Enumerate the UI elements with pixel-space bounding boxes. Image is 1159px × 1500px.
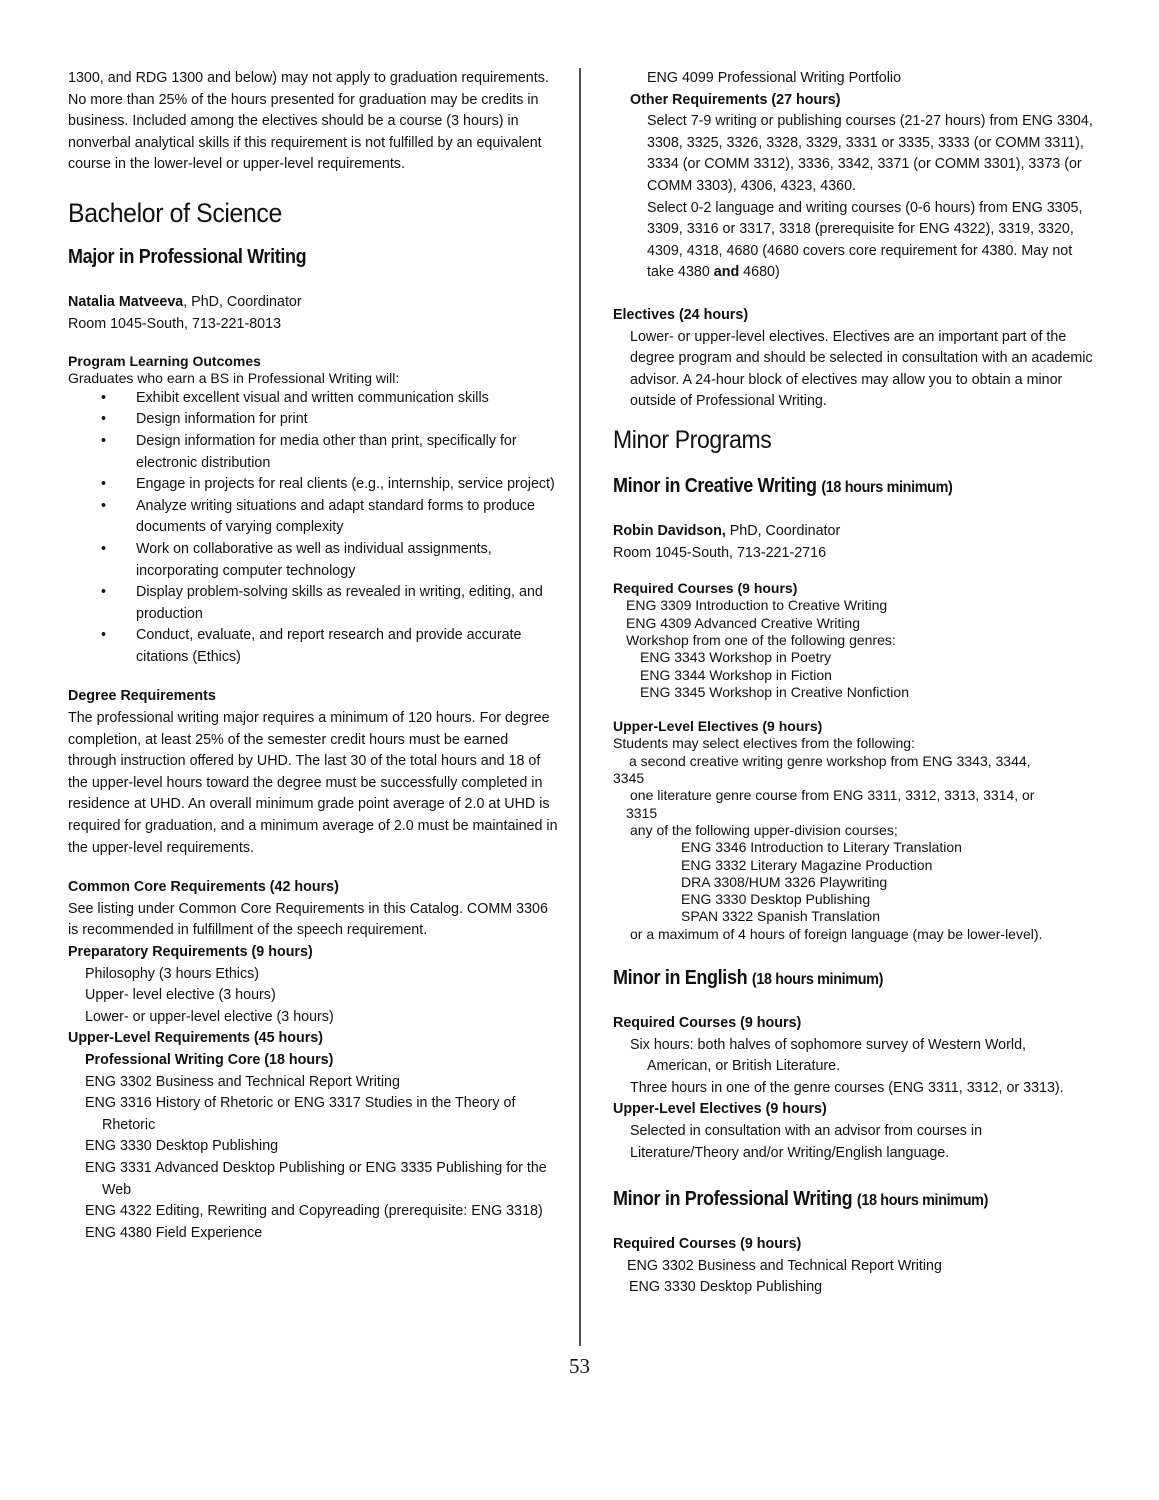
portfolio-item: ENG 4099 Professional Writing Portfolio (647, 70, 902, 86)
cw-coordinator-line (613, 521, 1093, 543)
cw-ule-item-cont: 3315 (626, 804, 658, 821)
pw-core-title: Professional Writing Core (18 hours) (85, 1051, 334, 1068)
other-text-1: Select 7-9 writing or publishing courses (21-27 hours) from ENG 3304, 3308, 3325, 3326, 3328, 3329, 3331 or 3335, 3333 (or COMM 3311), 3334 (or COMM 3312), 3336, 3342, 3371 (or COMM 3301), 3373 (or COMM 3303), 4306, 4323, 4360. (647, 113, 1093, 194)
plo-title: Program Learning Outcomes (68, 353, 261, 370)
pw-core-item: ENG 4322 Editing, Rewriting and Copyreading (prerequisite: ENG 3318) (85, 1203, 543, 1220)
core-title: Common Core Requirements (42 hours) (68, 879, 339, 896)
cw-req-item: ENG 3309 Introduction to Creative Writing (626, 597, 888, 614)
prep-item: Philosophy (3 hours Ethics) (85, 965, 260, 982)
outcome-item: • Exhibit excellent visual and written communication skills (68, 388, 558, 410)
outcome-item: • Work on collaborative as well as individual assignments, incorporating computer technology (68, 539, 558, 582)
outcome-item: • Engage in projects for real clients (e.g., internship, service project) (68, 474, 558, 496)
cw-genre-item: ENG 3345 Workshop in Creative Nonfiction (640, 683, 909, 700)
en-ule-text: Selected in consultation with an advisor from courses in Literature/Theory and/or Writing/English language. (630, 1123, 983, 1161)
en-hours: (18 hours minimum) (751, 971, 884, 989)
pw-req-title: Required Courses (9 hours) (613, 1236, 802, 1253)
other-text-2b: 4680) (739, 264, 780, 281)
outcomes-list (68, 388, 558, 669)
cw-ule-intro: Students may select electives from the following: (613, 735, 915, 752)
heading-minor-creative-writing (613, 473, 1045, 501)
pw-core-item: ENG 3302 Business and Technical Report Writing (85, 1073, 400, 1090)
en-ule-title: Upper-Level Electives (9 hours) (613, 1101, 827, 1118)
en-req-item: Three hours in one of the genre courses (ENG 3311, 3312, or 3313). (630, 1079, 1064, 1096)
upper-title: Upper-Level Requirements (45 hours) (68, 1030, 324, 1047)
cw-ule-course: DRA 3308/HUM 3326 Playwriting (681, 873, 888, 890)
outcome-item: • Design information for print (68, 409, 558, 431)
heading-bachelor-of-science: Bachelor of Science (68, 197, 282, 228)
outcome-item: • Conduct, evaluate, and report research and provide accurate citations (Ethics) (68, 625, 558, 668)
electives-text: Lower- or upper-level electives. Electives are an important part of the degree program and should be selected in consultation with an academic advisor. A 24-hour block of electives may allow you to obtain a minor outside of Professional Writing. (630, 328, 1093, 410)
pw-core-item: ENG 3316 History of Rhetoric or ENG 3317 Studies in the Theory of Rhetoric (85, 1095, 516, 1133)
pw-core-item: ENG 3330 Desktop Publishing (85, 1138, 279, 1155)
cw-ule-title: Upper-Level Electives (9 hours) (613, 718, 823, 735)
coordinator-line (68, 292, 558, 314)
cw-coordinator-title: PhD, Coordinator (725, 522, 841, 539)
cw-req-title: Required Courses (9 hours) (613, 580, 798, 597)
cw-genre-item: ENG 3343 Workshop in Poetry (640, 649, 832, 666)
degree-title: Degree Requirements (68, 688, 216, 705)
pw-req-item: ENG 3302 Business and Technical Report Writing (627, 1257, 942, 1274)
cw-ule-course: ENG 3332 Literary Magazine Production (681, 856, 933, 873)
cw-ule-item-cont: 3345 (613, 770, 645, 787)
coordinator-title: , PhD, Coordinator (183, 293, 302, 310)
en-heading-text: Minor in English (613, 967, 748, 990)
pw-hours: (18 hours minimum) (856, 1192, 989, 1210)
other-text-2 (613, 198, 1093, 284)
cw-ule-item: one literature genre course from ENG 3311, 3312, 3313, 3314, or (630, 787, 1035, 804)
left-column (68, 68, 558, 1244)
page-number: 53 (569, 1354, 590, 1378)
coordinator-name: Natalia Matveeva (68, 293, 184, 310)
cw-ule-item: any of the following upper-division courses; (630, 821, 898, 838)
heading-minor-professional-writing (613, 1186, 1045, 1214)
coordinator-room: Room 1045-South, 713-221-8013 (68, 315, 282, 332)
en-req-item: Six hours: both halves of sophomore survey of Western World, American, or British Literature. (630, 1036, 1026, 1075)
cw-coordinator-room: Room 1045-South, 713-221-2716 (613, 544, 827, 561)
cw-genre-item: ENG 3344 Workshop in Fiction (640, 666, 832, 683)
pw-heading-text: Minor in Professional Writing (613, 1188, 853, 1211)
heading-major-professional-writing: Major in Professional Writing (68, 245, 307, 268)
outcome-item: • Analyze writing situations and adapt standard forms to produce documents of varying complexity (68, 496, 558, 539)
cw-ule-course: SPAN 3322 Spanish Translation (681, 908, 880, 925)
cw-ule-course: ENG 3330 Desktop Publishing (681, 891, 871, 908)
cw-hours: (18 hours minimum) (821, 478, 953, 496)
degree-text: The professional writing major requires a minimum of 120 hours. For degree completion, at least 25% of the semester credit hours must be earned through instruction offered by UHD. The last 30 of the total hours and 18 of the upper-level hours toward the degree must be successfully completed in residence at UHD. An overall minimum grade point average of 2.0 at UHD is required for graduation, and a minimum average of 2.0 must be maintained in the upper-level requirements. (68, 710, 558, 856)
heading-minor-english (613, 965, 1045, 993)
right-column (613, 68, 1093, 1299)
pw-req-item: ENG 3330 Desktop Publishing (629, 1279, 823, 1296)
other-text-2a: Select 0-2 language and writing courses (0-6 hours) from ENG 3305, 3309, 3316 or 3317, 3318 (prerequisite for ENG 4322), 3319, 3320, 4309, 4318, 4680 (4680 covers core requirement for 4380. May not take 4380 (647, 199, 1083, 281)
other-title: Other Requirements (27 hours) (630, 91, 841, 108)
column-divider (579, 68, 581, 1346)
cw-coordinator-name: Robin Davidson, (613, 522, 726, 539)
prep-title: Preparatory Requirements (9 hours) (68, 944, 313, 960)
prep-item: Upper- level elective (3 hours) (85, 987, 276, 1004)
pw-core-item: ENG 3331 Advanced Desktop Publishing or ENG 3335 Publishing for the Web (85, 1159, 547, 1198)
en-req-title: Required Courses (9 hours) (613, 1015, 802, 1032)
cw-req-item: Workshop from one of the following genres: (626, 631, 896, 648)
plo-intro: Graduates who earn a BS in Professional Writing will: (68, 370, 400, 387)
cw-req-item: ENG 4309 Advanced Creative Writing (626, 614, 860, 631)
cw-heading-text: Minor in Creative Writing (613, 474, 817, 497)
other-text-2-bold: and (713, 264, 740, 281)
core-text: See listing under Common Core Requirements in this Catalog. COMM 3306 is recommended in fulfillment of the speech requirement. (68, 900, 548, 939)
outcome-item: • Design information for media other than print, specifically for electronic distribution (68, 431, 558, 474)
electives-title: Electives (24 hours) (613, 306, 749, 323)
pw-core-item: ENG 4380 Field Experience (85, 1224, 263, 1241)
heading-minor-programs: Minor Programs (613, 425, 772, 454)
cw-ule-item: a second creative writing genre workshop from ENG 3343, 3344, (629, 752, 1031, 769)
cw-ule-course: ENG 3346 Introduction to Literary Translation (681, 839, 962, 856)
intro-paragraph: 1300, and RDG 1300 and below) may not apply to graduation requirements. No more than 25% of the hours presented for graduation may be credits in business. Included among the electives should be a course (3 hours) in nonverbal analytical skills if this requirement is not fulfilled by an equivalent course in the lower-level or upper-level requirements. (68, 70, 549, 173)
prep-item: Lower- or upper-level elective (3 hours) (85, 1008, 334, 1025)
cw-ule-item: or a maximum of 4 hours of foreign language (may be lower-level). (630, 925, 1043, 942)
outcome-item: • Display problem-solving skills as revealed in writing, editing, and production (68, 582, 558, 625)
